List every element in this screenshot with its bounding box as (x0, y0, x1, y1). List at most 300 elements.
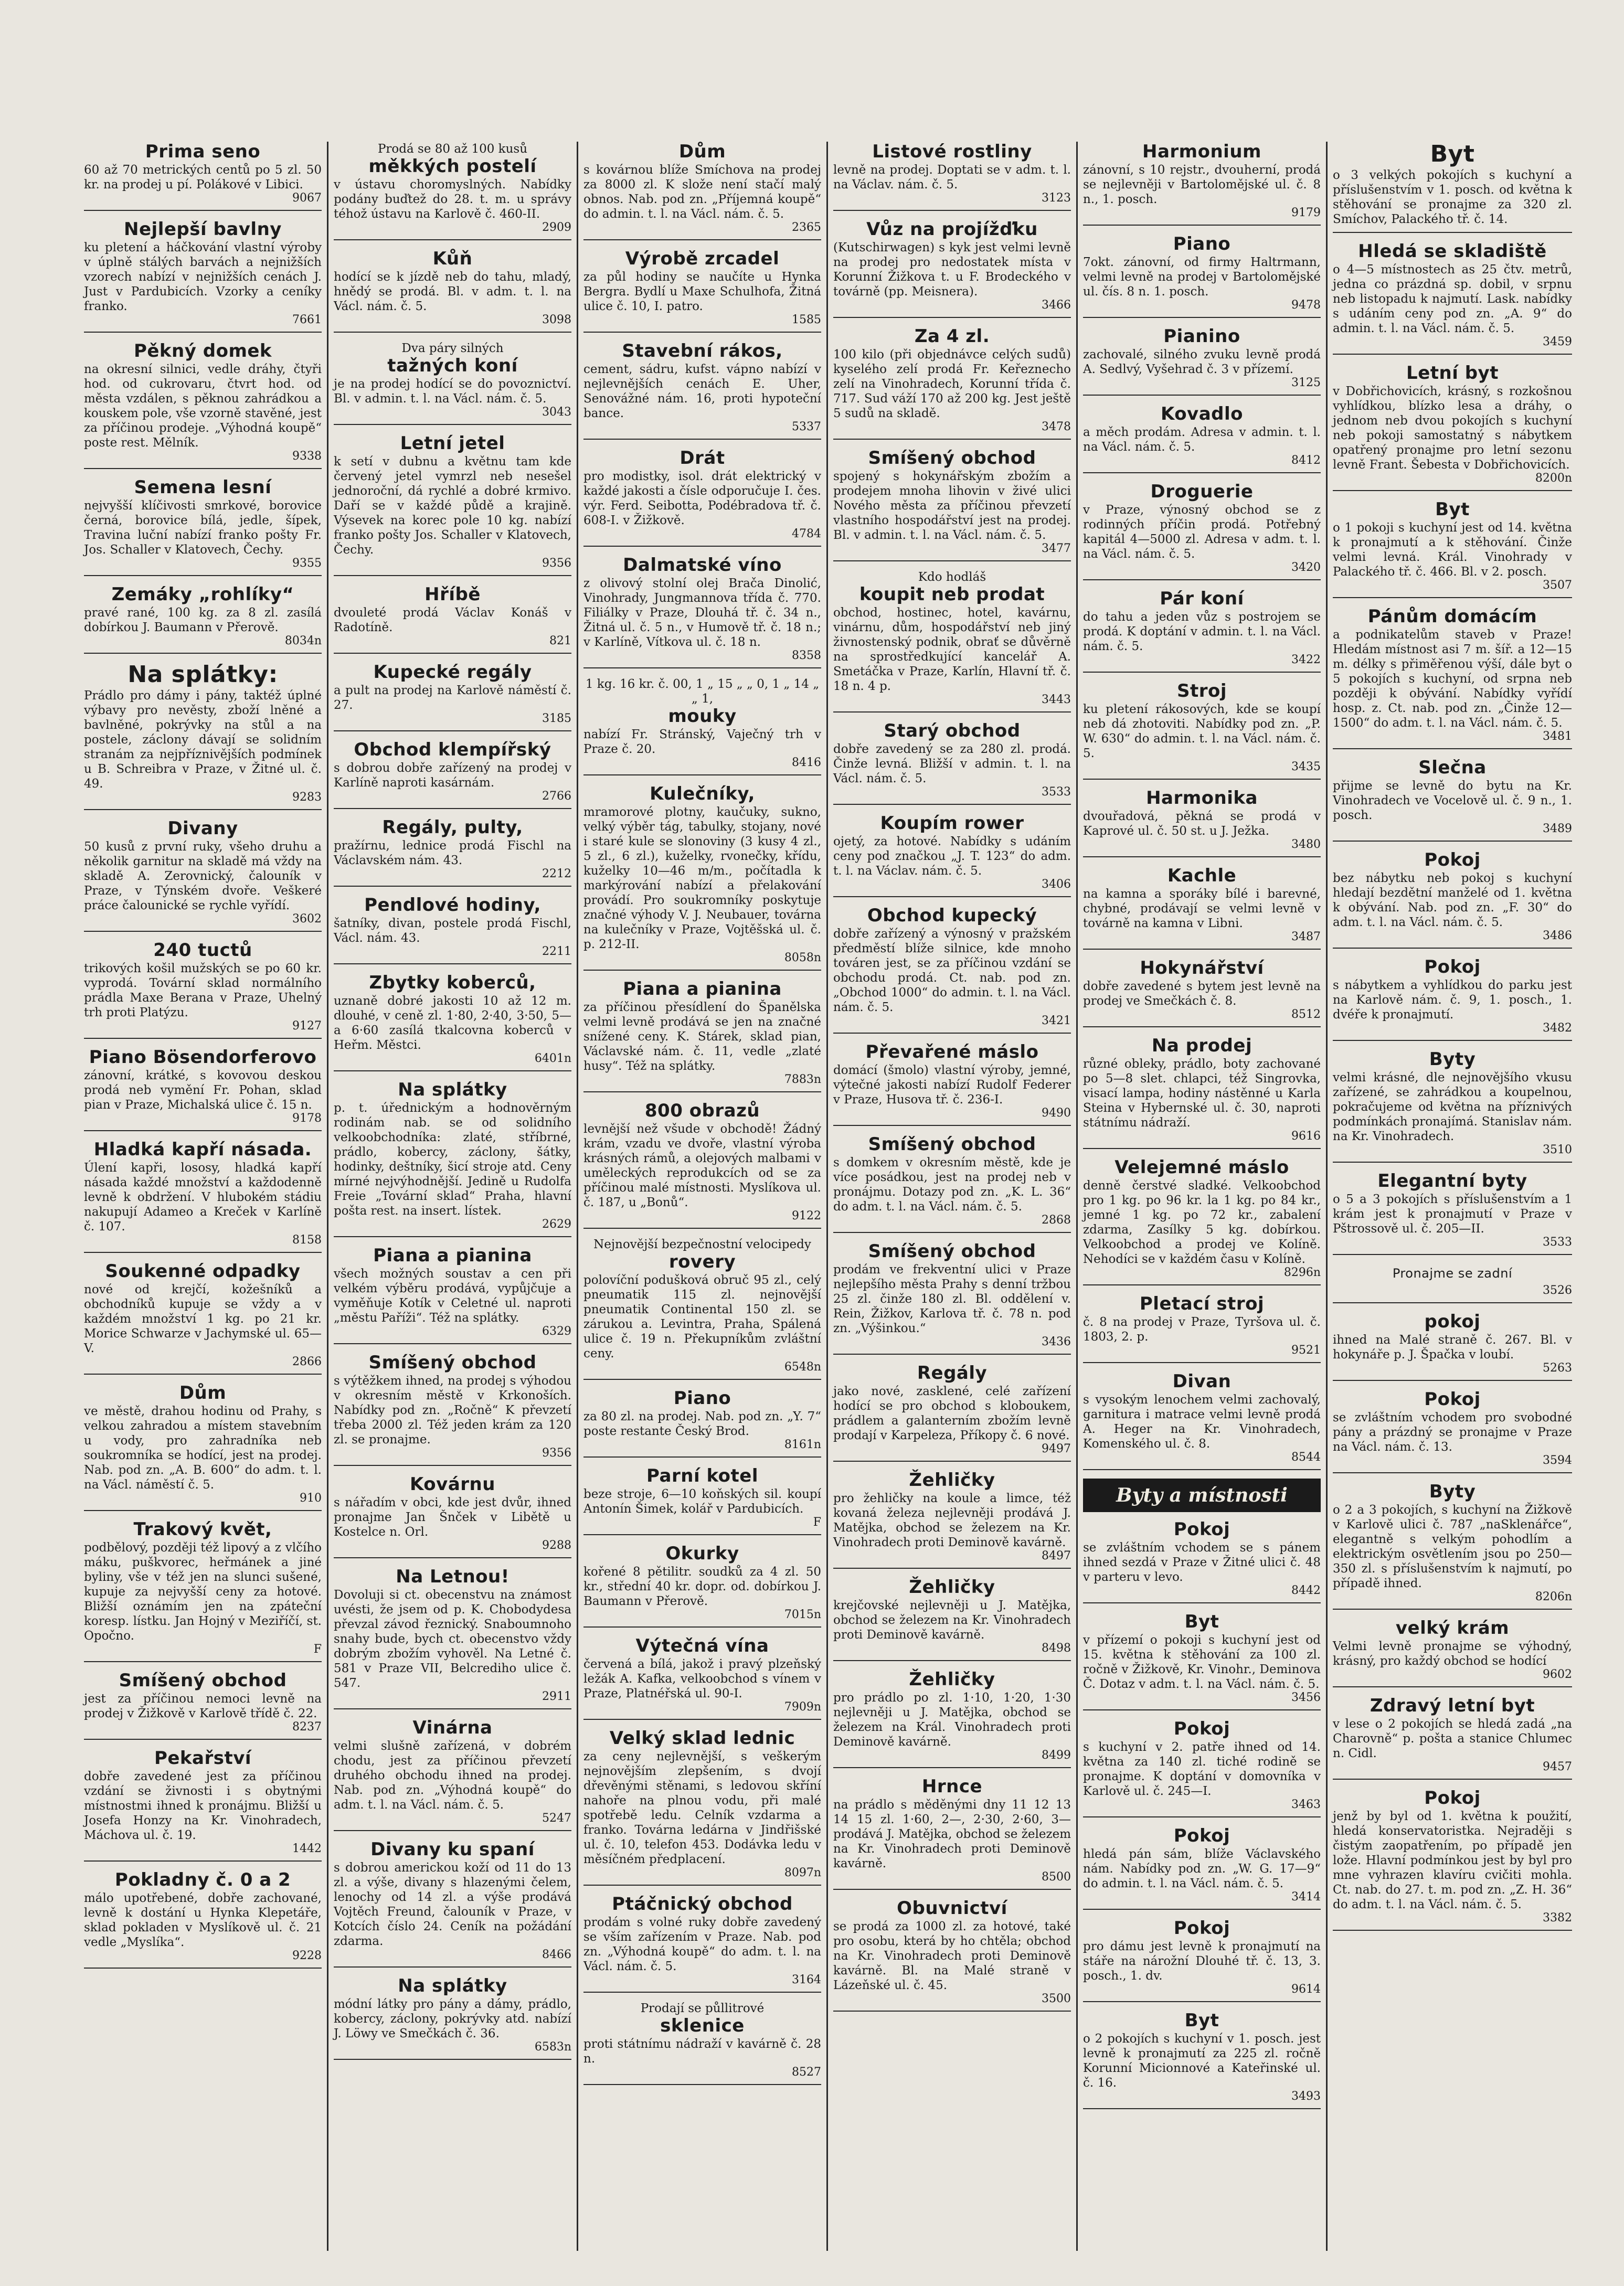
ad-divider (833, 1232, 1071, 1233)
classified-ad (833, 570, 1071, 713)
ad-heading: Na splátky (398, 1975, 507, 1996)
ad-divider (583, 546, 821, 547)
ad-heading: Listové rostliny (872, 142, 1032, 162)
ad-body: s kovárnou blíže Smíchova na prodej za 8000 zl. K slože není stačí malý obnos. Nab. pod zn. „Příjemná koupě“ do admin. t. l. na Václ. nám. č. 5. (583, 163, 821, 221)
ad-heading: Kůň (432, 248, 473, 269)
ad-number: 1442 (292, 1842, 322, 1855)
ad-heading: Smíšený obchod (868, 1241, 1036, 1262)
ad-heading: Regály (917, 1363, 988, 1384)
ad-heading: Byt (1430, 142, 1475, 167)
classified-ad (1333, 1389, 1572, 1473)
ad-body: se zvláštním vchodem pro svobodné pány a prázdný se pronajme v Praze na Václ. nám. č. 13. (1333, 1411, 1572, 1454)
ad-heading: Na Letnou! (396, 1566, 510, 1587)
ad-body: ve městě, drahou hodinu od Prahy, s velkou zahradou a místem stavebním u vody, pro zahradníka neb soukromníka se hodící, jest na prodej. Nab. pod zn. „A. B. 600“ do adm. t. l. na Václ. náměstí č. 5. (84, 1405, 322, 1492)
ad-number: 3382 (1543, 1911, 1572, 1925)
classified-ad (583, 2001, 821, 2085)
ad-number: 8499 (1042, 1749, 1071, 1762)
ad-heading: Prima seno (145, 142, 261, 162)
classified-ad (833, 1363, 1071, 1462)
ad-divider (334, 1343, 571, 1344)
ad-body: zánovní, s 10 rejstr., dvouherní, prodá se nejlevněji v Bartolomějské ul. č. 8 n., 1. posch. (1083, 163, 1321, 206)
ad-heading: Starý obchod (884, 720, 1021, 741)
classified-ad (1083, 1294, 1321, 1363)
ad-heading: mouky (668, 706, 737, 727)
ad-body: z olivový stolní olej Brača Dinolić, Vinohrady, Jungmannova třída č. 770. Filiálky v Praze, Dlouhá tř. č. 34 n., Žitná ul. č. 5 n., v Humově tř. č. 18 n.; v Karlíně, Vítkova ul. č. 18 n. (583, 577, 821, 649)
classified-ad (1333, 142, 1572, 233)
ad-divider (1083, 317, 1321, 318)
ad-heading: Pokoj (1424, 1788, 1481, 1809)
ad-divider (84, 653, 322, 654)
ad-heading: Na splátky: (128, 661, 278, 688)
ad-number: 2866 (292, 1355, 322, 1368)
ad-divider (583, 1379, 821, 1380)
ad-divider (583, 239, 821, 240)
ad-body: podbělový, později též lipový a z vlčího máku, puškvorec, heřmánek a jiné byliny, vše v též jen na slunci sušené, kupuje za nejvyšší ceny za hotové. Bližší oznámím jen na zpáteční koresp. lístku. Jan Hojný v Meziříčí, st. Opočno. (84, 1541, 322, 1643)
ad-heading: Trakový květ, (133, 1519, 272, 1540)
ad-divider (84, 1860, 322, 1862)
ad-heading: Elegantní byty (1377, 1171, 1527, 1192)
ad-heading: Byt (1184, 1611, 1219, 1632)
classified-ad (1333, 758, 1572, 842)
ad-heading: Pěkný domek (133, 341, 272, 361)
ad-divider (84, 1739, 322, 1740)
ad-number: 3435 (1291, 760, 1321, 773)
ad-body: ojetý, za hotové. Nabídky s udáním ceny pod značkou „J. T. 123“ do adm. t. l. na Václav. nám. č. 5. (833, 835, 1071, 878)
ad-number: 3466 (1042, 299, 1071, 312)
ad-number: 3123 (1042, 192, 1071, 205)
classified-ad (334, 433, 571, 576)
classified-ad (583, 979, 821, 1092)
ad-body: všech možných soustav a cen při velkém výběru prodává, vypůjčuje a vyměňuje Kotík v Celetné ul. naproti „městu Paříži“. Též na splátky. (334, 1267, 571, 1325)
classified-ad (334, 1567, 571, 1709)
ad-body: polovíční podušková obruč 95 zl., celý pneumatik 115 zl. nejnovější pneumatik Continental 150 zl. se zárukou a. Levintra, Praha, Spálená ulice č. 19 n. Překupníkům zvláštní ceny. (583, 1273, 821, 1360)
ad-number: 3480 (1291, 838, 1321, 851)
classified-ad (334, 1474, 571, 1558)
ad-heading: Parní kotel (646, 1465, 758, 1486)
ad-body: módní látky pro pány a dámy, prádlo, kobercy, záclony, pokrývky atd. nabízí J. Löwy ve Smečkách č. 36. (334, 1997, 571, 2040)
ad-heading: Smíšený obchod (868, 448, 1036, 469)
ad-heading: Pokladny č. 0 a 2 (114, 1869, 291, 1890)
ad-divider (583, 439, 821, 440)
ad-divider (833, 1889, 1071, 1890)
ad-body: v Dobřichovicích, krásný, s rozkošnou vyhlídkou, blízko lesa a dráhy, o jednom neb dvou pokojích s kuchyní neb pokoji samostatný s nábytkem opatřený pronajme pro letní sezonu levně Frant. Šebesta v Dobřichovicích. (1333, 385, 1572, 472)
ad-lead-line: Dva páry silných (401, 342, 504, 355)
ad-column-1 (79, 142, 328, 2251)
ad-divider (833, 210, 1071, 211)
ad-body: denně čerstvé sladké. Velkoobchod pro 1 kg. po 96 kr. la 1 kg. po 84 kr., jemné 1 kg. po 72 kr., zabalení zdarma, Zasílky 5 kg. dobírkou. Velkoobchod a prodej ve Kolíně. Nehodíci se v každém času v Kolíně. (1083, 1179, 1321, 1266)
ad-heading: Výrobě zrcadel (625, 248, 780, 269)
ad-divider (583, 1992, 821, 1993)
ad-divider (833, 1033, 1071, 1034)
ad-body: uznaně dobré jakosti 10 až 12 m. dlouhé, v ceně zl. 1·80, 2·40, 3·50, 5— a 6·60 zasílá tkalcovna koberců v Heřm. Městci. (334, 994, 571, 1052)
newspaper-page (79, 142, 1579, 2251)
ad-body: zachovalé, silného zvuku levně prodá A. Sedlvý, Vyšehrad č. 3 v přízemí. (1083, 348, 1321, 376)
ad-number: 3533 (1543, 1236, 1572, 1249)
classified-ad (1083, 2011, 1321, 2109)
classified-ad (84, 1140, 322, 1253)
classified-ad (833, 813, 1071, 897)
ad-heading: Pokoj (1173, 1519, 1230, 1540)
ad-heading: Pánům domácím (1367, 606, 1537, 627)
classified-ad (334, 740, 571, 809)
ad-body: s nářadím v obci, kde jest dvůr, ihned pronajme Jan Šnček v Libětě u Kostelce n. Orl. (334, 1496, 571, 1539)
classified-ad (833, 1241, 1071, 1355)
classified-ad (1083, 482, 1321, 580)
ad-divider (833, 1568, 1071, 1569)
ad-number: 3487 (1291, 930, 1321, 943)
ad-body: v přízemí o pokoji s kuchyní jest od 15. května k stěhování za 100 zl. ročně v Žižkově, Kr. Vinohr., Deminova Č. Dotaz v adm. t. l. na Václ. nám. č. 5. (1083, 1633, 1321, 1691)
ad-heading: Dalmatské víno (623, 555, 782, 576)
ad-heading: Žehličky (909, 1669, 995, 1690)
classified-ad (84, 477, 322, 576)
ad-body: krejčovské nejlevněji u J. Matějka, obchod se železem na Kr. Vinohradech proti Deminově kavárně. (833, 1599, 1071, 1642)
ad-body: (Kutschirwagen) s kyk jest velmi levně na prodej pro nedostatek místa v Korunní Žižkova t. u F. Brodeckého v továrně (pp. Meisnera). (833, 241, 1071, 299)
ad-number: 3510 (1543, 1143, 1572, 1156)
ad-divider (833, 439, 1071, 440)
ad-number: 2909 (542, 221, 571, 234)
ad-divider (334, 1708, 571, 1709)
ad-number: 9614 (1291, 1983, 1321, 1996)
classified-ad (334, 584, 571, 654)
ad-lead-line: Prodají se půllitrové (640, 2002, 765, 2015)
ad-number: 6583n (534, 2040, 571, 2054)
ad-number: 3436 (1042, 1335, 1071, 1348)
ad-body: č. 8 na prodej v Praze, Tyršova ul. č. 1803, 2. p. (1083, 1315, 1321, 1344)
ad-number: 3414 (1291, 1890, 1321, 1904)
ad-body: s dobrou americkou koží od 11 do 13 zl. a výše, divany s hlazenými čelem, lenochy od 14 zl. a výše prodává Vojtěch Freund, čalouník v Praze, v Kotcích číslo 24. Ceník na požádání zdarma. (334, 1861, 571, 1948)
ad-divider (583, 1626, 821, 1628)
ad-body: Úlení kapři, lososy, hladká kapří násada každé množství a každodenně levně k obdržení. V hlubokém stádiu nakupují Adameo a Kreček v Karlíně č. 107. (84, 1161, 322, 1234)
ad-column-4 (828, 142, 1078, 2251)
classified-ad (583, 249, 821, 333)
classified-ad (334, 1246, 571, 1344)
classified-ad (84, 1047, 322, 1131)
ad-column-2 (328, 142, 578, 2251)
ad-divider (583, 1719, 821, 1720)
ad-column-5 (1078, 142, 1328, 2251)
ad-heading: Piano Bösendorferovo (89, 1047, 317, 1068)
ad-heading: Vůz na projížďku (866, 219, 1038, 240)
classified-ad (833, 219, 1071, 318)
ad-number: 3493 (1291, 2090, 1321, 2103)
ad-number: 6401n (534, 1052, 571, 1065)
classified-ad (84, 1870, 322, 1969)
ad-heading: tažných koní (387, 355, 518, 376)
ad-heading: Žehličky (909, 1470, 995, 1491)
classified-ad (833, 1577, 1071, 1661)
ad-heading: Harmonika (1146, 788, 1258, 809)
ad-divider (1083, 672, 1321, 673)
ad-divider (334, 239, 571, 240)
ad-heading: Hrnce (921, 1776, 983, 1797)
ad-heading: Žehličky (909, 1577, 995, 1598)
ad-heading: Kupecké regály (373, 662, 532, 683)
ad-divider (1333, 1040, 1572, 1041)
classified-ad (583, 1728, 821, 1886)
classified-ad (583, 341, 821, 440)
ad-heading: Letní byt (1406, 363, 1499, 384)
ad-body: obchod, hostinec, hotel, kavárnu, vinárnu, dům, hospodářství neb jiný živnostenský podnik, obrať se důvěrně na sprostředkující kancelář A. Smetáčka v Praze, Karlín, Hlavní tř. č. 18 n. 4 p. (833, 606, 1071, 693)
ad-body: nabízí Fr. Stránský, Vaječný trh v Praze č. 20. (583, 728, 821, 756)
ad-divider (84, 210, 322, 211)
ad-number: 8158 (292, 1234, 322, 1247)
classified-ad (1333, 1482, 1572, 1610)
ad-divider (833, 560, 1071, 561)
ad-heading: Hokynářství (1140, 958, 1264, 979)
ad-number: 3406 (1042, 878, 1071, 891)
ad-heading: Pianino (1163, 326, 1240, 347)
classified-ad (1333, 1312, 1572, 1381)
classified-ad (1333, 499, 1572, 598)
ad-body: s dobrou dobře zařízený na prodej v Karlíně naproti kasárnám. (334, 761, 571, 790)
classified-ad (1083, 326, 1321, 396)
ad-number: 8497 (1042, 1549, 1071, 1562)
ad-number: 8034n (284, 634, 322, 647)
ad-number: 9127 (292, 1019, 322, 1033)
ad-number: 910 (300, 1492, 322, 1505)
ad-number: 8500 (1042, 1870, 1071, 1884)
ad-divider (1083, 1284, 1321, 1285)
ad-number: 9283 (292, 791, 322, 804)
ad-number: 9122 (792, 1209, 821, 1222)
classified-ad (583, 142, 821, 240)
ad-body: pro prádlo po zl. 1·10, 1·20, 1·30 nejlevněji u J. Matějka, obchod se železem na Král. Vinohradech proti Deminově kavárně. (833, 1691, 1071, 1749)
ad-number: 9288 (542, 1539, 571, 1552)
classified-ad (84, 940, 322, 1039)
ad-body: do tahu a jeden vůz s postrojem se prodá. K doptání v admin. t. l. na Václ. nám. č. 5. (1083, 610, 1321, 653)
ad-body: šatníky, divan, postele prodá Fischl, Václ. nám. 43. (334, 917, 571, 945)
ad-divider (1333, 1930, 1572, 1931)
ad-number: 9478 (1291, 299, 1321, 312)
ad-heading: Smíšený obchod (868, 1134, 1036, 1155)
classified-ad (833, 326, 1071, 440)
ad-heading: Slečna (1418, 757, 1487, 778)
ad-heading: Pokoj (1424, 1389, 1481, 1410)
classified-ad (1083, 1157, 1321, 1285)
ad-divider (833, 804, 1071, 805)
ad-heading: Divany (167, 818, 238, 839)
ad-body: za půl hodiny se naučíte u Hynka Bergra. Bydlí u Maxe Schulhofa, Žitná ulice č. 10, I. patro. (583, 270, 821, 313)
ad-number: 8527 (792, 2066, 821, 2079)
ad-divider (1333, 1686, 1572, 1687)
ad-number: 3422 (1291, 653, 1321, 666)
classified-ad (1083, 1036, 1321, 1149)
ad-heading: 240 tuctů (153, 940, 252, 961)
ad-divider (1333, 1380, 1572, 1381)
classified-ad (334, 1080, 571, 1237)
ad-divider (334, 1830, 571, 1831)
ad-body: zánovní, krátké, s kovovou deskou prodá neb vymění Fr. Pohan, sklad pian v Praze, Michalská ulice č. 15 n. (84, 1069, 322, 1112)
ad-number: 9338 (292, 450, 322, 463)
classified-ad (334, 895, 571, 964)
ad-heading: Smíšený obchod (368, 1352, 537, 1373)
ad-body: 100 kilo (při objednávce celých sudů) kyselého zelí prodá Fr. Keřeznecho zelí na Vinohradech, Korunní třída č. 717. Sud váží 170 až 200 kg. Jest ještě 5 sudů na skladě. (833, 348, 1071, 420)
ad-body: hledá pán sám, blíže Václavského nám. Nabídky pod zn. „W. G. 17—9“ do admin. t. l. na Václ. nám. č. 5. (1083, 1847, 1321, 1890)
ad-divider (833, 896, 1071, 897)
ad-body: velmi slušně zařízená, v dobrém chodu, jest za příčinou převzetí druhého obchodu ihned na prodej. Nab. pod zn. „Výhodná koupě“ do adm. t. l. na Václ. nám. č. 5. (334, 1739, 571, 1812)
ad-body: o 2 pokojích s kuchyní v 1. posch. jest levně k pronajmutí za 225 zl. ročně Korunní Micionnové a Kateřinské ul. č. 16. (1083, 2032, 1321, 2090)
ad-lead-line: Kdo hodláš (918, 570, 986, 584)
ad-number: 9602 (1543, 1668, 1572, 1681)
ad-divider (84, 1510, 322, 1511)
ad-heading: Nejlepší bavlny (124, 219, 282, 240)
ad-divider (1333, 354, 1572, 355)
ad-number: 8416 (792, 756, 821, 769)
ad-divider (84, 332, 322, 333)
ad-body: s nábytkem a vyhlídkou do parku jest na Karlově nám. č. 9, 1. posch., 1. dvéře k pronajmutí. (1333, 979, 1572, 1022)
ad-number: 3463 (1291, 1798, 1321, 1811)
classified-ad (84, 1261, 322, 1375)
ad-body: prodám s volné ruky dobře zavedený se vším zařízením v Praze. Nab. pod zn. „Výhodná koupě“ do adm. t. l. na Václ. nám. č. 5. (583, 1916, 821, 1973)
ad-divider (583, 970, 821, 971)
ad-heading: Dům (678, 142, 726, 162)
ad-body: Prádlo pro dámy i pány, taktéž úplné výbavy pro nevěsty, zboží lněné a bavlněné, pokrývky na stůl a na postele, záclony dávají se solidním stranám za nejpříznivějších podmínek u B. Schreibra v Praze, v Žitné ul. č. 49. (84, 689, 322, 791)
classified-ad (1083, 1371, 1321, 1470)
ad-heading: Smíšený obchod (119, 1670, 287, 1691)
classified-ad (833, 1777, 1071, 1890)
classified-ad (1083, 404, 1321, 473)
ad-body: v ústavu choromyslných. Nabídky podány buďtež do 28. t. m. u správy téhož ústavu na Karlově č. 460-II. (334, 178, 571, 221)
ad-divider (1333, 490, 1572, 491)
ad-heading: Kovadlo (1160, 403, 1244, 424)
ad-heading: Na prodej (1151, 1035, 1253, 1056)
ad-number: 7909n (784, 1700, 821, 1714)
ad-body: s vysokým lenochem velmi zachovalý, garnitura i matrace velmi levně prodá A. Heger na Kr. Vinohradech, Komenského ul. č. 8. (1083, 1393, 1321, 1451)
ad-divider (1083, 1362, 1321, 1363)
ad-divider (583, 1534, 821, 1535)
ad-number: 8412 (1291, 454, 1321, 467)
ad-body: přijme se levně do bytu na Kr. Vinohradech ve Vocelově ul. č. 9 n., 1. posch. (1333, 779, 1572, 822)
ad-divider (84, 1968, 322, 1969)
section-heading: Byty a místnosti (1083, 1479, 1321, 1512)
ad-number: 3420 (1291, 561, 1321, 574)
ad-number: 3533 (1042, 785, 1071, 799)
ad-number: 3043 (542, 406, 571, 419)
classified-ad (1333, 1171, 1572, 1255)
classified-ad (334, 817, 571, 887)
ad-heading: Divan (1172, 1371, 1232, 1392)
classified-ad (583, 677, 821, 775)
ad-number: 3526 (1543, 1284, 1572, 1297)
ad-body: na kamna a sporáky bílé i barevné, chybné, prodávají se velmi levně v továrně na kamna v Libni. (1083, 887, 1321, 930)
ad-divider (334, 1966, 571, 1968)
classified-ad (84, 662, 322, 810)
ad-heading: Obuvnictví (897, 1898, 1007, 1919)
classified-ad (833, 1470, 1071, 1569)
ad-number: 3482 (1543, 1022, 1572, 1035)
ad-body: dobře zavedené s bytem jest levně na prodej ve Smečkách č. 8. (1083, 980, 1321, 1008)
ad-body: mramorové plotny, kaučuky, sukno, velký výběr tág, tabulky, stojany, nové i staré kule se slonoviny (3 kusy 4 zl., 5 zl., 6 zl.), kuželky, rvonečky, křídu, kuželky 10—46 m/m., počítadla k markýrování nabízí a přelakování provádí. Pro soukromníky poskytuje značné výhody V. J. Neubauer, továrna na kulečníky v Praze, Vojtěšská ul. č. p. 212-II. (583, 805, 821, 951)
classified-ad (1083, 142, 1321, 226)
classified-ad (1333, 1049, 1572, 1163)
ad-heading: Pokoj (1424, 956, 1481, 977)
ad-heading: Drát (680, 448, 725, 469)
ad-body: v Praze, výnosný obchod se z rodinných příčin prodá. Potřebný kapitál 4—5000 zl. Adresa v adm. t. l. na Václ. nám. č. 5. (1083, 503, 1321, 561)
ad-heading: Pár koní (1160, 588, 1244, 609)
ad-body: červená a bílá, jakož i pravý plzeňský ležák A. Kafka, velkoobchod s vínem v Praze, Platnéřská ul. 90-I. (583, 1657, 821, 1700)
classified-ad (1333, 607, 1572, 749)
ad-number: 7883n (784, 1073, 821, 1086)
ad-heading: Pokoj (1424, 849, 1481, 870)
ad-number: 9490 (1042, 1107, 1071, 1120)
ad-number: 7661 (292, 313, 322, 326)
ad-number: 3486 (1543, 929, 1572, 942)
ad-divider (1333, 1472, 1572, 1473)
ad-heading: Zemáky „rohlíky“ (111, 584, 294, 605)
ad-heading: Hříbě (424, 584, 481, 605)
ad-body: pro žehličky na koule a limce, též kovaná železa nejlevněji prodává J. Matějka, obchod se železem na Kr. Vinohradech proti Deminově kavárně. (833, 1492, 1071, 1549)
classified-ad (1083, 234, 1321, 318)
ad-body: dobře zavedený se za 280 zl. prodá. Činže levná. Bližší v admin. t. l. na Václ. nám. č. 5. (833, 742, 1071, 785)
ad-heading: Piana a pianina (373, 1245, 532, 1266)
ad-divider (583, 2084, 821, 2085)
classified-ad (583, 1237, 821, 1380)
ad-number: 8466 (542, 1948, 571, 1961)
ad-heading: Hledá se skladiště (1358, 241, 1547, 262)
classified-ad (84, 219, 322, 333)
ad-divider (833, 711, 1071, 713)
ad-heading: Velký sklad lednic (609, 1728, 795, 1749)
ad-heading: Za 4 zl. (914, 326, 990, 347)
ad-divider (1333, 948, 1572, 949)
ad-number: 8237 (292, 1720, 322, 1734)
ad-number: 9521 (1291, 1344, 1321, 1357)
classified-ad (334, 142, 571, 240)
ad-body: pravé rané, 100 kg. za 8 zl. zasílá dobírkou J. Baumann v Přerově. (84, 606, 322, 634)
ad-body: jenž by byl od 1. května k použití, hledá konservatoristka. Nejraději s čistým zaopatřením, po případě jen lože. Hlavní podmínkou jest by byl pro mne vyhrazen klavíru cvičiti mohla. Ct. nab. do 27. t. m. pod zn. „Z. H. 36“ do adm. t. l. na Václ. nám. č. 5. (1333, 1810, 1572, 1911)
classified-ad (583, 448, 821, 547)
ad-body: Dovoluji si ct. obecenstvu na známost uvésti, že jsem od p. K. Chobodydesa převzal závod řeznický. Snaboumnoho snahy bude, bych ct. obecenstvo vždy dobrým zbožím vyhověl. Na Letné č. 581 v Praze VII, Belcrediho ulice č. 547. (334, 1588, 571, 1690)
ad-number: 2212 (542, 867, 571, 880)
ad-body: pro dámu jest levně k pronajmutí na stáře na nárožní Dlouhé tř. č. 13, 3. posch., 1. dv. (1083, 1940, 1321, 1983)
ad-number: 9356 (542, 557, 571, 570)
ad-heading: měkkých postelí (368, 156, 537, 177)
ad-body: na prádlo s měděnými dny 11 12 13 14 15 zl. 1·60, 2—, 2·30, 2·60, 3— prodává J. Matějka, obchod se železem na Kr. Vinohradech proti Deminově kavárně. (833, 1798, 1071, 1870)
ad-divider (833, 2011, 1071, 2012)
ad-number: 1585 (792, 313, 821, 326)
classified-ad (1333, 957, 1572, 1041)
ad-number: 8161n (784, 1438, 821, 1451)
ad-divider (833, 1354, 1071, 1355)
ad-body: velmi krásné, dle nejnovějšího vkusu zařízené, se zahrádkou a koupelnou, pokračujeme od května na příznivých podmínkách pronajímá. Stanislav nám. na Kr. Vinohradech. (1333, 1071, 1572, 1143)
classified-ad (84, 1748, 322, 1862)
ad-divider (84, 1038, 322, 1039)
ad-divider (1083, 1148, 1321, 1149)
ad-divider (1333, 232, 1572, 233)
ad-number: 2211 (542, 945, 571, 958)
ad-heading: Pendlové hodiny, (364, 895, 541, 916)
classified-ad (334, 1840, 571, 1968)
ad-heading: Byty (1429, 1481, 1476, 1502)
ad-number: 2629 (542, 1218, 571, 1231)
ad-number: 6329 (542, 1325, 571, 1338)
ad-number: 9457 (1543, 1760, 1572, 1773)
ad-heading: Ptáčnický obchod (612, 1894, 793, 1915)
ad-heading: Pekařství (154, 1748, 252, 1769)
classified-ad (334, 1718, 571, 1831)
ad-heading: rovery (668, 1251, 736, 1272)
ad-heading: Dům (179, 1383, 227, 1404)
classified-ad (1083, 958, 1321, 1027)
ad-body: ku pletení rákosových, kde se koupí neb dá zhotoviti. Nabídky pod zn. „P. W. 630“ do admin. t. l. na Václ. nám. č. 5. (1083, 703, 1321, 760)
ad-heading: Kovárnu (410, 1474, 495, 1495)
ad-divider (833, 1660, 1071, 1661)
ad-number: 9356 (542, 1447, 571, 1460)
ad-number: 9178 (292, 1112, 322, 1125)
ad-divider (583, 667, 821, 668)
ad-body: kořené 8 pětilitr. soudků za 4 zl. 50 kr., střední 40 kr. dopr. od. dobírkou J. Baumann v Přerově. (583, 1565, 821, 1608)
ad-number: 3459 (1543, 335, 1572, 348)
